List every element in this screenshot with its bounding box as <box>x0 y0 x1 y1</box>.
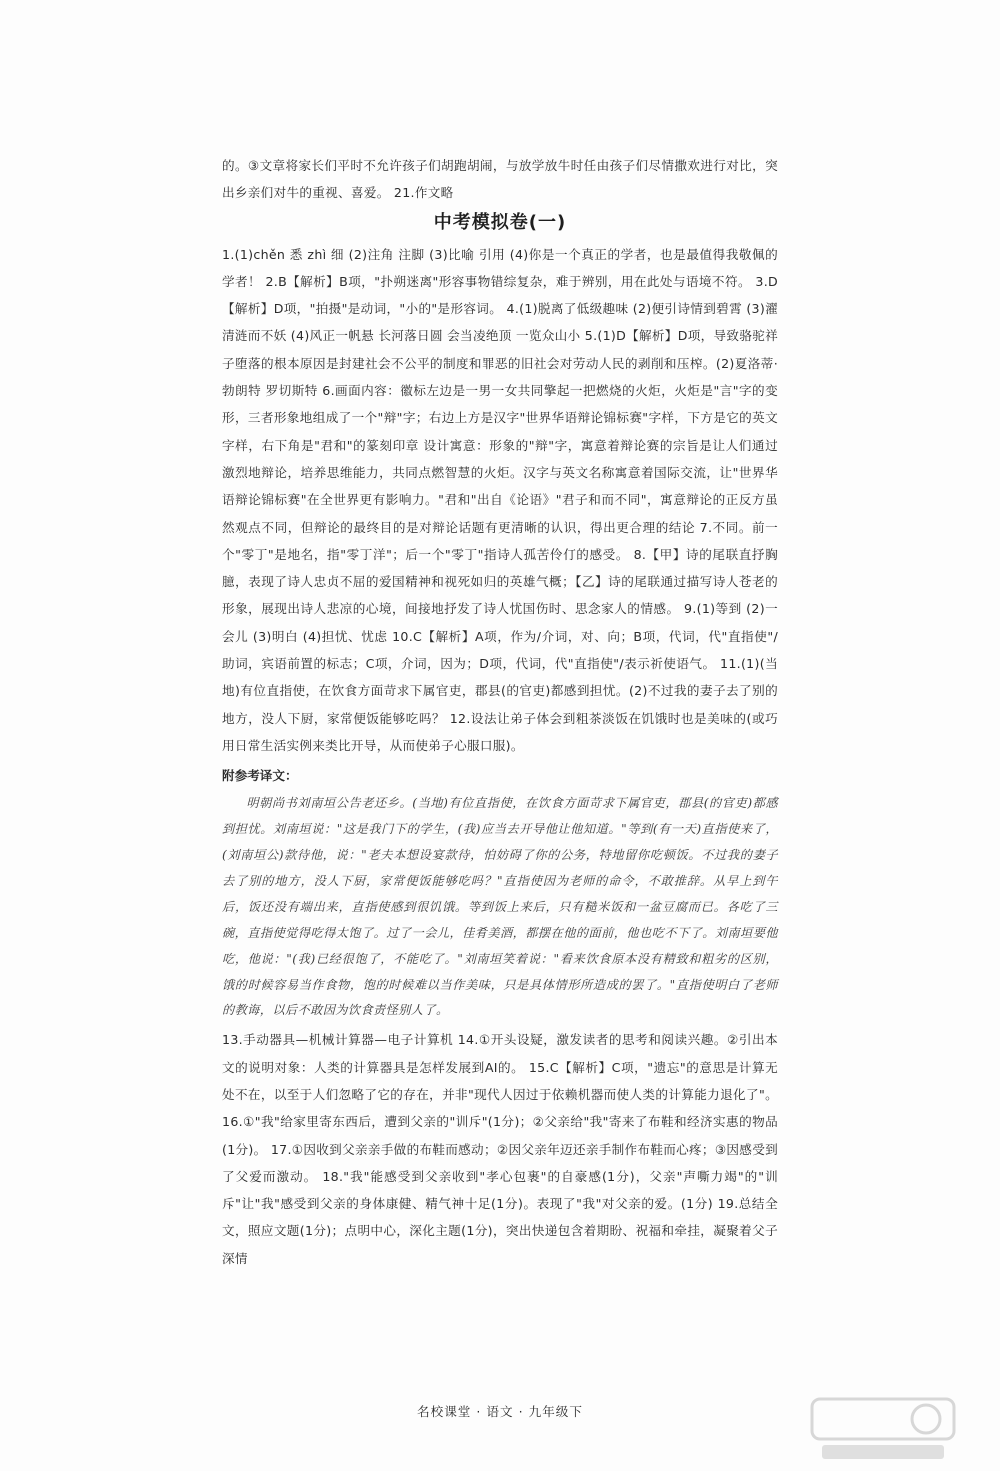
answers-part-1 <box>222 241 778 760</box>
previous-answer-tail <box>222 152 778 207</box>
site-watermark-logo <box>808 1395 958 1465</box>
section-title: 中考模拟卷(一) <box>433 211 567 233</box>
reference-translation <box>222 791 778 1024</box>
intro-paragraph: 的。③文章将家长们平时不允许孩子们胡跑胡闹，与放学放牛时任由孩子们尽情撒欢进行对比，突出乡亲们对牛的重视、喜爱。 21.作文略 <box>222 158 778 201</box>
answers-part-2 <box>222 1026 778 1272</box>
page-footer: 名校课堂 · 语文 · 九年级下 <box>417 1404 583 1419</box>
reference-translation-heading: 附参考译文： <box>222 768 298 784</box>
page-content <box>222 152 778 1272</box>
answers-part-2-text: 13.手动器具—机械计算器—电子计算机 14.①开头设疑，激发读者的思考和阅读兴趣。②引出本文的说明对象：人类的计算器具是怎样发展到AI的。 15.C【解析】C项，"遗忘"的意思是计算无处不在，以至于人们忽略了它的存在，并非"现代人因过于依赖机器而使人类的计算能力退化了"。 16.①"我"给家里寄东西后，遭到父亲的"训斥"(1分)；②父亲给"我"寄来了布鞋和经济实惠的物品(1分)。 17.①因收到父亲亲手做的布鞋而感动；②因父亲年迈还亲手制作布鞋而心疼；③因感受到了父爱而激动。 18."我"能感受到父亲收到"孝心包裹"的自豪感(1分)，父亲"声嘶力竭"的"训斥"让"我"感受到父亲的身体康健、精气神十足(1分)。表现了"我"对父亲的爱。(1分) 19.总结全文，照应文题(1分)；点明中心，深化主题(1分)，突出快递包含着期盼、祝福和牵挂，凝聚着父子深情 <box>222 1032 778 1266</box>
answers-part-1-text: 1.(1)chěn 悉 zhì 细 (2)注角 注脚 (3)比喻 引用 (4)你是一个真正的学者，也是最值得我敬佩的学者！ 2.B【解析】B项，"扑朔迷离"形容事物错综复杂，难于辨别，用在此处与语境不符。 3.D【解析】D项，"拍摄"是动词，"小的"是形容词。 4.(1)脱离了低级趣味 (2)便引诗情到碧霄 (3)濯清涟而不妖 (4)风正一帆悬 长河落日圆 会当凌绝顶 一览众山小 5.(1)D【解析】D项，导致骆驼祥子堕落的根本原因是封建社会不公平的制度和罪恶的旧社会对劳动人民的剥削和压榨。(2)夏洛蒂·勃朗特 罗切斯特 6.画面内容：徽标左边是一男一女共同擎起一把燃烧的火炬，火炬是"言"字的变形，三者形象地组成了一个"辩"字；右边上方是汉字"世界华语辩论锦标赛"字样，下方是它的英文字样，右下角是"君和"的篆刻印章 设计寓意：形象的"辩"字，寓意着辩论赛的宗旨是让人们通过激烈地辩论，培养思维能力，共同点燃智慧的火炬。汉字与英文名称寓意着国际交流，让"世界华语辩论锦标赛"在全世界更有影响力。"君和"出自《论语》"君子和而不同"，寓意辩论的正反方虽然观点不同，但辩论的最终目的是对辩论话题有更清晰的认识，得出更合理的结论 7.不同。前一个"零丁"是地名，指"零丁洋"；后一个"零丁"指诗人孤苦伶仃的感受。 8.【甲】诗的尾联直抒胸臆，表现了诗人忠贞不屈的爱国精神和视死如归的英雄气概；【乙】诗的尾联通过描写诗人苍老的形象，展现出诗人悲凉的心境，间接地抒发了诗人忧国伤时、思念家人的情感。 9.(1)等到 (2)一会儿 (3)明白 (4)担忧、忧虑 10.C【解析】A项，作为/介词，对、向；B项，代词，代"直指使"/助词，宾语前置的标志；C项，介词，因为；D项，代词，代"直指使"/表示祈使语气。 11.(1)(当地)有位直指使，在饮食方面苛求下属官吏，郡县(的官吏)都感到担忧。(2)不过我的妻子去了别的地方，没人下厨，家常便饭能够吃吗？ 12.设法让弟子体会到粗茶淡饭在饥饿时也是美味的(或巧用日常生活实例来类比开导，从而使弟子心服口服)。 <box>222 246 778 753</box>
reference-translation-text: 明朝尚书刘南垣公告老还乡。(当地)有位直指使，在饮食方面苛求下属官吏，郡县(的官吏)都感到担忧。刘南垣说："这是我门下的学生，(我)应当去开导他让他知道。"等到(有一天)直指使来了，(刘南垣公)款待他，说："老夫本想设宴款待，怕妨碍了你的公务，特地留你吃顿饭。不过我的妻子去了别的地方，没人下厨，家常便饭能够吃吗？"直指使因为老师的命令，不敢推辞。从早上到午后，饭还没有端出来，直指使感到很饥饿。等到饭上来后，只有糙米饭和一盆豆腐而已。各吃了三碗，直指使觉得吃得太饱了。过了一会儿，佳肴美酒，都摆在他的面前，他也吃不下了。刘南垣要他吃，他说："(我)已经很饱了，不能吃了。"刘南垣笑着说："看来饮食原本没有精致和粗劣的区别，饿的时候容易当作食物，饱的时候难以当作美味，只是具体情形所造成的罢了。"直指使明白了老师的教诲，以后不敢因为饮食责怪别人了。 <box>222 796 778 1018</box>
